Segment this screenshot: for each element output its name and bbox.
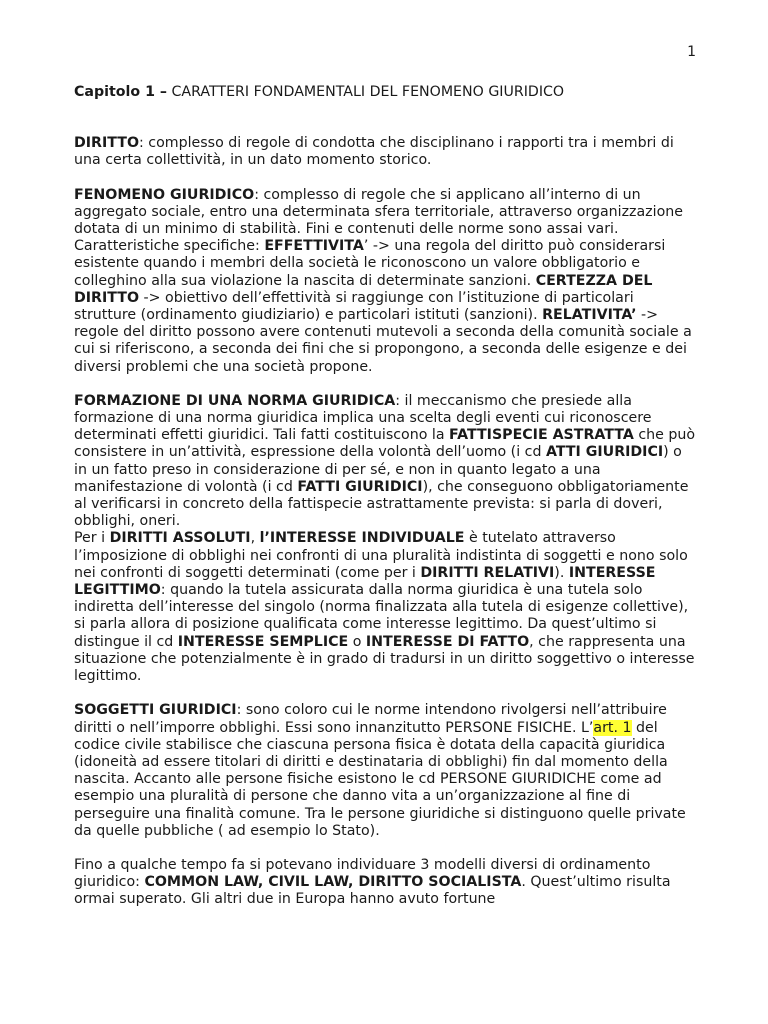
- text-run: che può consistere in un’attività, espressione della volontà dell’uomo (i cd: [74, 427, 696, 461]
- text-run: è tutelato attraverso l’imposizione di obblighi nei confronti di una pluralità indistinta di soggetti e nono solo nei confronti di soggetti determinati (come per i: [74, 530, 688, 581]
- text-run: Fino a qualche tempo fa si potevano individuare 3 modelli diversi di ordinamento giuridico:: [74, 856, 651, 891]
- paragraph: [74, 393, 696, 685]
- text-run: Caratteristiche specifiche:: [74, 238, 265, 255]
- bold-term: FORMAZIONE DI UNA NORMA GIURIDICA: [74, 392, 396, 409]
- text-run: , che rappresenta una situazione che potenzialmente è in grado di tradursi in un diritto soggettivo o interesse legittimo.: [74, 633, 695, 685]
- paragraph: [74, 702, 696, 840]
- bold-term: INTERESSE DI FATTO: [365, 633, 530, 650]
- highlighted-text: art. 1: [593, 719, 632, 736]
- paragraph: [74, 857, 696, 909]
- text-run: . Quest’ultimo risulta ormai superato. Gli altri due in Europa hanno avuto fortune: [74, 874, 671, 908]
- bold-term: FENOMENO GIURIDICO: [74, 186, 255, 203]
- text-run: o: [348, 633, 366, 650]
- text-run: ).: [554, 564, 569, 581]
- text-run: -> regole del diritto possono avere contenuti mutevoli a seconda della comunità sociale a cui si riferiscono, a seconda dei fini che si propongono, a seconda delle esigenze e dei diversi problemi che una società propone.: [74, 307, 692, 375]
- bold-term: DIRITTI RELATIVI: [420, 564, 555, 581]
- text-line: [74, 530, 696, 685]
- bold-term: ATTI GIURIDICI: [545, 444, 664, 461]
- text-run: : complesso di regole che si applicano all’interno di un aggregato sociale, entro una determinata sfera territoriale, attraverso organizzazione dotata di un minimo di stabilità. Fini e contenuti delle norme sono assai vari.: [74, 186, 683, 238]
- bold-term: FATTISPECIE ASTRATTA: [449, 427, 634, 444]
- page-number: 1: [687, 44, 696, 60]
- text-run: : il meccanismo che presiede alla formazione di una norma giuridica implica una scelta degli eventi cui riconoscere determinati effetti giuridici. Tali fatti costituiscono la: [74, 392, 652, 444]
- paragraph: [74, 135, 696, 169]
- text-run: ), che conseguono obbligatoriamente al verificarsi in concreto della fattispecie astrattamente prevista: si parla di doveri, obblighi, oneri.: [74, 478, 689, 530]
- text-line: [74, 702, 696, 840]
- text-run: : quando la tutela assicurata dalla norma giuridica è una tutela solo indiretta dell’interesse del singolo (norma finalizzata alla tutela di esigenze collettive), si parla allora di posizione qualificata come interesse legittimo. Da quest’ultimo si distingue il cd: [74, 582, 689, 650]
- text-run: Per i: [74, 530, 110, 547]
- text-line: [74, 238, 696, 376]
- bold-term: EFFETTIVITA: [264, 238, 364, 255]
- chapter-title: [74, 84, 696, 101]
- chapter-label: Capitolo 1 –: [74, 84, 167, 100]
- text-line: [74, 187, 696, 239]
- bold-term: CERTEZZA DEL DIRITTO: [74, 272, 653, 306]
- bold-term: INTERESSE SEMPLICE: [177, 633, 349, 650]
- bold-term: INTERESSE LEGITTIMO: [74, 564, 656, 599]
- text-run: ,: [250, 530, 260, 547]
- text-run: ’ -> una regola del diritto può considerarsi esistente quando i membri della società le riconoscono un valore obbligatorio e colleghino alla sua violazione la nascita di determinate sanzioni.: [74, 238, 666, 289]
- text-run: -> obiettivo dell’effettività si raggiunge con l’istituzione di particolari strutture (ordinamento giudiziario) e particolari istituti (sanzioni).: [74, 289, 634, 324]
- bold-term: DIRITTO: [74, 135, 140, 152]
- text-run: : complesso di regole di condotta che disciplinano i rapporti tra i membri di una certa collettività, in un dato momento storico.: [74, 135, 674, 169]
- text-line: [74, 135, 696, 169]
- bold-term: RELATIVITA’: [542, 307, 637, 324]
- text-line: [74, 393, 696, 531]
- text-run: ) o in un fatto preso in considerazione di per sé, e non in quanto legato a una manifestazione di volontà (i cd: [74, 444, 682, 495]
- bold-term: FATTI GIURIDICI: [297, 478, 423, 495]
- text-run: : sono coloro cui le norme intendono rivolgersi nell’attribuire diritti o nell’imporre obblighi. Essi sono innanzitutto PERSONE FISICHE. L’: [74, 702, 667, 736]
- bold-term: COMMON LAW, CIVIL LAW, DIRITTO SOCIALISTA: [144, 874, 522, 891]
- bold-term: l’INTERESSE INDIVIDUALE: [259, 530, 465, 547]
- bold-term: DIRITTI ASSOLUTI: [109, 530, 251, 547]
- document-body: [74, 84, 696, 926]
- chapter-heading-text: CARATTERI FONDAMENTALI DEL FENOMENO GIURIDICO: [167, 84, 565, 100]
- text-run: del codice civile stabilisce che ciascuna persona fisica è dotata della capacità giuridica (idoneità ad essere titolari di diritti e destinataria di obblighi) fin dal momento della nascita. Accanto alle persone fisiche esistono le cd PERSONE GIURIDICHE come ad esempio una pluralità di persone che danno vita a un’organizzazione al fine di perseguire una finalità comune. Tra le persone giuridiche si distinguono quelle private da quelle pubbliche ( ad esempio lo Stato).: [74, 719, 686, 839]
- bold-term: SOGGETTI GIURIDICI: [74, 702, 237, 719]
- paragraph: [74, 187, 696, 376]
- text-line: [74, 857, 696, 909]
- content: [74, 135, 696, 908]
